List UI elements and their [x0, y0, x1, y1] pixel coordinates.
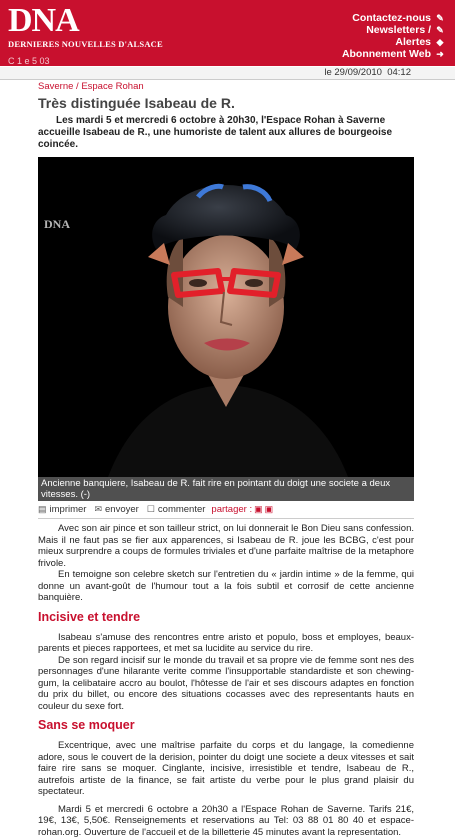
photo-caption: Ancienne banquiere, Isabeau de R. fait rire en pointant du doigt une societe a deux vitesses. (-) [38, 477, 414, 501]
print-label: imprimer [50, 504, 87, 515]
printer-icon: ▤ [38, 504, 47, 515]
contact-link[interactable] [342, 12, 445, 24]
comment-label: commenter [158, 504, 206, 515]
share-label: partager : [211, 504, 252, 515]
diamond-icon: ◆ [435, 36, 445, 48]
publish-time: 04:12 [387, 67, 411, 78]
article-tools [38, 501, 414, 517]
wrench-icon: ✎ [435, 12, 445, 24]
facebook-icon[interactable]: ▣ [254, 504, 263, 515]
breadcrumb: Saverne / Espace Rohan [38, 81, 414, 92]
dna-logo[interactable]: DNA [8, 4, 79, 38]
section-heading-1: Incisive et tendre [38, 610, 414, 624]
subscription-link[interactable] [342, 48, 445, 60]
header-links [342, 12, 445, 60]
alerts-label: Alertes [395, 36, 431, 48]
paragraph-6: Mardi 5 et mercredi 6 octobre a 20h30 a l'Espace Rohan de Saverne. Tarifs 21€, 19€, 13€, 5,50€. Renseignements et reservations au Tel: 03 88 01 80 40 et espace-rohan.org. Ouverture de l'accueil et de la billetterie 45 minutes avant la representation. [38, 804, 414, 838]
article [38, 81, 414, 838]
breadcrumb-espace-rohan[interactable]: Espace Rohan [81, 81, 143, 92]
contact-label: Contactez-nous [352, 12, 431, 24]
send-button[interactable] [94, 504, 138, 515]
logo-subtitle: DERNIERES NOUVELLES D'ALSACE [8, 39, 163, 49]
arrow-icon: ➜ [435, 48, 445, 60]
photo-watermark: DNA [44, 217, 70, 232]
paragraph-4: De son regard incisif sur le monde du travail et sa propre vie de femme sont nes des personnages d'une hilarante verite comme l'insupportable standardiste et son chewing-gum, la celibataire accro au boulot, l'hôtesse de l'air et ses discours adaptes en fonction du prix du billet, ou encore des situations cocasses avec des representants hauts en couleur du sexe fort. [38, 655, 414, 713]
paragraph-5: Excentrique, avec une maîtrise parfaite du corps et du langage, la comedienne adore, sous le couvert de la derision, pointer du doigt une societe a deux vitesses et sait faire rire sans se moquer. Cinglante, incisive, irresistible et tendre, Isabeau de R., autrefois artiste de la finance, se fait artiste du verbe pour le plus grand plaisir du spectateur. [38, 740, 414, 798]
alerts-link[interactable] [342, 36, 445, 48]
newsletters-link[interactable] [342, 24, 445, 36]
share-button[interactable] [213, 504, 273, 515]
comment-button[interactable] [147, 504, 206, 515]
twitter-icon[interactable]: ▣ [265, 504, 274, 515]
article-title: Très distinguée Isabeau de R. [38, 95, 414, 111]
site-header [0, 0, 455, 66]
meta-row [0, 67, 455, 80]
print-button[interactable] [38, 504, 86, 515]
paragraph-3: Isabeau s'amuse des rencontres entre aristo et populo, boss et employes, beaux-parents et pieces rapportees, et met sa lucidite au service du rire. [38, 632, 414, 655]
newsletters-label: Newsletters / [366, 24, 431, 36]
breadcrumb-saverne[interactable]: Saverne [38, 81, 73, 92]
comment-icon: ☐ [147, 504, 155, 515]
pencil-icon: ✎ [435, 24, 445, 36]
publish-date: le 29/09/2010 04:12 [324, 67, 411, 79]
divider [38, 518, 414, 519]
paragraph-1: Avec son air pince et son tailleur strict, on lui donnerait le Bon Dieu sans confession. Mais il ne faut pas se fier aux apparences, si Isabeau de R. joue les BCBG, c'est pour mieux surprendre a coups de formules triviales et d'une parfaite maîtrise de la metaphore frivole. [38, 523, 414, 569]
performer-image [38, 157, 414, 477]
article-photo[interactable] [38, 157, 414, 477]
send-label: envoyer [105, 504, 139, 515]
section-heading-2: Sans se moquer [38, 718, 414, 732]
header-date-partial: C 1 e 5 03 [8, 56, 50, 66]
paragraph-2: En temoigne son celebre sketch sur l'entretien du « jardin intime » de la femme, qui donne un avant-goût de l'humour tout a la fois subtil et corrosif de cette ancienne banquière. [38, 569, 414, 604]
article-lead: Les mardi 5 et mercredi 6 octobre à 20h30, l'Espace Rohan à Saverne accueille Isabeau de R., une humoriste de talent aux allures de bourgeoise coincée. [38, 115, 414, 151]
subscription-label: Abonnement Web [342, 48, 431, 60]
envelope-icon: ✉ [94, 504, 102, 515]
